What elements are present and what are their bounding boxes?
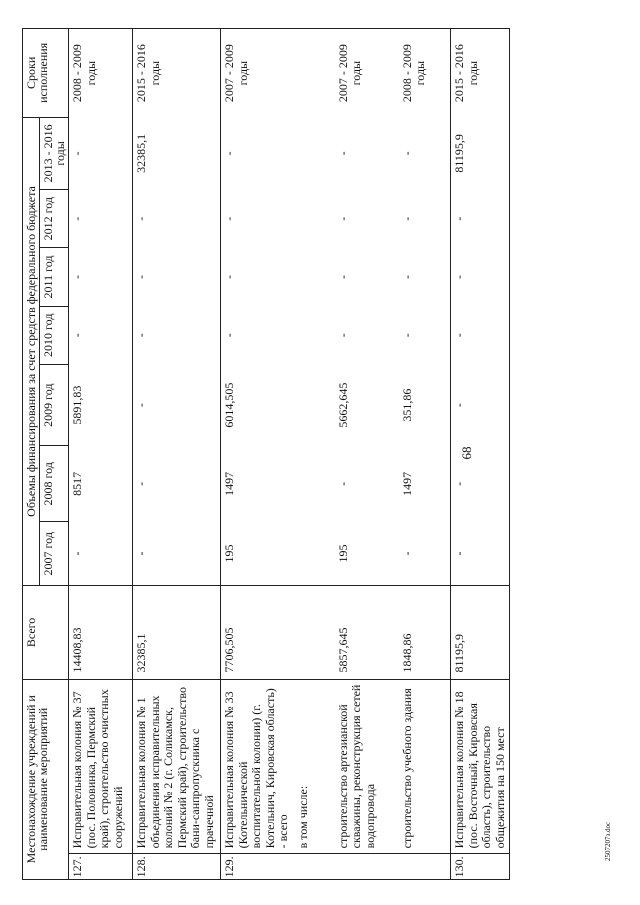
row-description: Исправительная колония № 18 (пос. Восточный, Кировская область), строительство общежития на 150 мест [451, 679, 510, 854]
row-term: 2015 - 2016 годы [451, 29, 510, 118]
row-year-value: - [451, 190, 510, 248]
row-number [335, 854, 399, 880]
row-year-value: - [69, 117, 133, 189]
header-year: 2008 год [40, 446, 69, 522]
row-number [399, 854, 451, 880]
row-year-value: 6014,505 [222, 382, 236, 428]
row-year-value: - [133, 248, 221, 306]
row-year-value [295, 522, 335, 586]
header-year: 2010 год [40, 306, 69, 364]
page-number: 68 [459, 446, 474, 460]
row-total: 81195,9 [451, 586, 510, 679]
row-year-value: - [399, 306, 451, 364]
row-year-value: 5891,83 [69, 364, 133, 446]
row-total: 14408,83 [69, 586, 133, 679]
row-year-value: - [399, 117, 451, 189]
row-year-value: - [451, 522, 510, 586]
row-description: строительство артезианской скважины, реконструкция сетей водопровода [335, 679, 399, 854]
row-description: Исправительная колония № 33 (Котельнической воспитательной колонии) (г. Котельнич, Кировская область) - всего [221, 679, 295, 854]
table-row [69, 29, 133, 880]
table-row [295, 29, 335, 880]
row-description: строительство учебного здания [399, 679, 451, 854]
row-number: 130. [451, 854, 510, 880]
row-year-value: - [222, 274, 236, 279]
row-year-value: - [451, 306, 510, 364]
row-description: Исправительная колония № 1 объединения исправительных колоний № 2 (г. Соликамск, Пермский край), строительство бани-санпропускника с прачечной [133, 679, 221, 854]
row-year-value: - [335, 481, 350, 486]
row-year-value [295, 248, 335, 306]
row-year-value: - [335, 151, 350, 156]
row-term: 2007 - 2009 годы [221, 29, 295, 118]
row-year-value: - [335, 216, 350, 221]
funding-table [22, 28, 510, 880]
row-year-value [295, 306, 335, 364]
table-row [399, 29, 451, 880]
row-number [295, 854, 335, 880]
file-footer: 2507207з.doc [604, 821, 612, 861]
header-total: Всего [23, 586, 69, 679]
header-year: 2012 год [40, 190, 69, 248]
row-total: 7706,505 [221, 586, 295, 679]
header-year: 2009 год [40, 364, 69, 446]
header-terms: Сроки исполнения [23, 29, 69, 118]
row-year-value: - [69, 306, 133, 364]
header-year: 2013 - 2016 годы [40, 117, 69, 189]
header-place: Местонахождение учреждений и наименование мероприятий [23, 679, 69, 879]
row-total [295, 586, 335, 679]
row-year-value: 195 [335, 522, 399, 586]
row-year-value: - [133, 190, 221, 248]
row-year-value: - [133, 306, 221, 364]
row-year-value: - [222, 216, 236, 221]
row-year-value: - [451, 446, 510, 522]
row-year-value: 32385,1 [133, 117, 221, 189]
row-term: 2008 - 2009 годы [399, 29, 451, 118]
row-year-value: - [451, 364, 510, 446]
row-year-value: 195 [221, 522, 295, 586]
row-year-value: - [222, 333, 236, 338]
row-total: 1848,86 [399, 586, 451, 679]
header-year: 2011 год [40, 248, 69, 306]
row-number: 128. [133, 854, 221, 880]
row-term: 2015 - 2016 годы [133, 29, 221, 118]
row-year-value [295, 364, 335, 446]
row-description: Исправительная колония № 37 (пос. Половинка, Пермский край), строительство очистных сооружений [69, 679, 133, 854]
row-term: 2007 - 2009 годы [335, 29, 399, 118]
row-year-value: - [133, 364, 221, 446]
row-term: 2008 - 2009 годы [69, 29, 133, 118]
row-year-value: 81195,9 [451, 117, 510, 189]
row-number: 127. [69, 854, 133, 880]
row-year-value: - [335, 333, 350, 338]
row-year-value: - [69, 190, 133, 248]
row-year-value: - [69, 248, 133, 306]
row-year-value: - [399, 190, 451, 248]
row-total: 32385,1 [133, 586, 221, 679]
row-year-value: - [335, 274, 350, 279]
row-year-value: 8517 [69, 446, 133, 522]
rotated-page [22, 28, 607, 880]
row-year-value: - [69, 522, 133, 586]
table-row [451, 29, 510, 880]
row-year-value: - [451, 248, 510, 306]
row-year-value: 351,86 [399, 364, 451, 446]
row-number: 129. [221, 854, 295, 880]
row-term [295, 29, 335, 118]
row-year-value [295, 190, 335, 248]
table-row [133, 29, 221, 880]
table-body [69, 29, 510, 880]
table-row [335, 29, 399, 880]
header-funding-group: Объемы финансирования за счет средств федерального бюджета [23, 117, 40, 586]
row-year-value: - [399, 522, 451, 586]
row-total: 5857,645 [335, 586, 399, 679]
row-year-value [295, 117, 335, 189]
row-year-value [295, 446, 335, 522]
row-year-value: - [222, 151, 236, 156]
row-year-value: - [133, 446, 221, 522]
row-description: в том числе: [295, 679, 335, 854]
table-row [221, 29, 295, 880]
row-year-value: 1497 [222, 471, 236, 496]
row-year-value: 1497 [399, 446, 451, 522]
header-year: 2007 год [40, 522, 69, 586]
row-year-value: 5662,645 [335, 382, 350, 428]
row-year-value: - [133, 522, 221, 586]
row-year-value: - [399, 248, 451, 306]
